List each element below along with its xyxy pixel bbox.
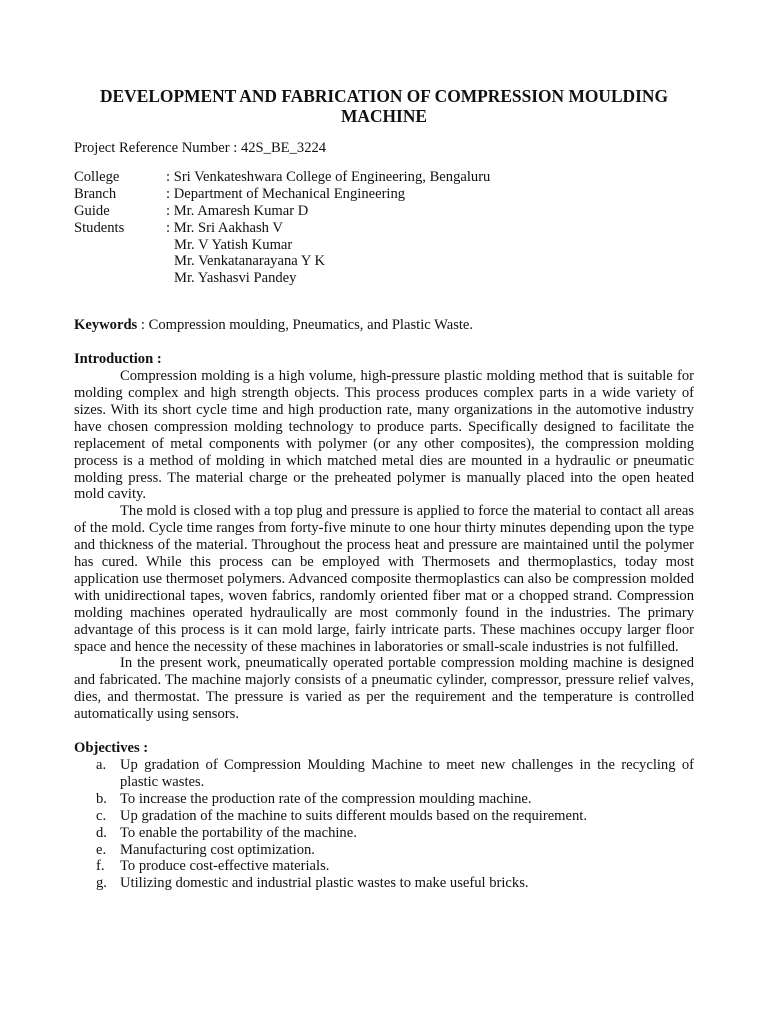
list-marker: d.: [96, 824, 107, 841]
list-item: [74, 875, 694, 892]
introduction-paragraph: The mold is closed with a top plug and pressure is applied to force the material to contact all areas of the mold. Cycle time ranges from forty-five minute to one hour thirty minutes depending upon the type and thickness of the material. Throughout the process heat and pressure are maintained until the polymer has cured. While this process can be employed with Thermosets and thermoplastics, today most application use thermoset polymers. Advanced composite thermoplastics can also be compression molded with unidirectional tapes, woven fabrics, randomly oriented fiber mat or a chopped strand. Compression molding machines operated hydraulically are most commonly found in the industries. The primary advantage of this process is it can mold large, fairly intricate parts. These machines occupy larger floor space and hence the necessity of these machines in laboratories or small-scale industries is not fulfilled.: [74, 503, 694, 655]
list-marker: b.: [96, 790, 107, 807]
info-row-guide: [74, 203, 694, 220]
keywords-label: Keywords: [74, 317, 138, 334]
info-label-guide: Guide: [74, 202, 110, 219]
list-item: [74, 757, 694, 791]
student-name: Mr. V Yatish Kumar: [174, 236, 293, 253]
list-item-text: To enable the portability of the machine.: [120, 824, 357, 841]
list-item: [74, 842, 694, 859]
list-marker: f.: [96, 858, 105, 875]
info-row-branch: [74, 186, 694, 203]
introduction-heading: Introduction :: [74, 351, 162, 368]
objectives-heading: Objectives :: [74, 740, 149, 757]
project-reference: Project Reference Number : 42S_BE_3224: [74, 140, 327, 156]
introduction-paragraph: In the present work, pneumatically operated portable compression molding machine is designed and fabricated. The machine majorly consists of a pneumatic cylinder, compressor, pressure relief valves, dies, and thermostat. The pressure is varied as per the requirement and the temperature is controlled automatically using sensors.: [74, 655, 694, 723]
list-marker: c.: [96, 807, 107, 824]
list-item-text: To increase the production rate of the compression moulding machine.: [120, 790, 532, 807]
list-item-text: Utilizing domestic and industrial plastic wastes to make useful bricks.: [120, 875, 529, 892]
list-marker: g.: [96, 875, 107, 892]
student-name: Mr. Venkatanarayana Y K: [174, 253, 326, 270]
keywords-text: : Compression moulding, Pneumatics, and Plastic Waste.: [137, 317, 474, 334]
list-item: [74, 825, 694, 842]
info-value-branch: : Department of Mechanical Engineering: [166, 185, 406, 202]
list-item: [74, 808, 694, 825]
document-title: DEVELOPMENT AND FABRICATION OF COMPRESSION MOULDING MACHINE: [100, 86, 668, 126]
info-row-college: [74, 169, 694, 186]
student-list: [166, 220, 325, 288]
list-item-text: Up gradation of Compression Moulding Machine to meet new challenges in the recycling of plastic wastes.: [120, 757, 694, 790]
list-marker: a.: [96, 757, 107, 773]
list-item-text: Manufacturing cost optimization.: [120, 841, 315, 858]
info-label-college: College: [74, 168, 120, 185]
student-name: Mr. Yashasvi Pandey: [174, 270, 297, 287]
document-page: [74, 86, 694, 892]
list-item: [74, 858, 694, 875]
introduction-paragraph: Compression molding is a high volume, high-pressure plastic molding method that is suitable for molding complex and high strength objects. This process produces complex parts in a wide variety of sizes. With its short cycle time and high production rate, many organizations in the automotive industry have chosen compression molding technology to produce parts. Specifically designed to facilitate the replacement of metal components with polymer (or any other composites), the compression molding process is a method of molding in which matched metal dies are mounted in a hydraulic or pneumatic molding press. The material charge or the preheated polymer is manually placed into the open heated mold cavity.: [74, 368, 694, 503]
info-label-students: Students: [74, 219, 125, 236]
objectives-list: [74, 757, 694, 892]
list-marker: e.: [96, 841, 107, 858]
list-item-text: Up gradation of the machine to suits different moulds based on the requirement.: [120, 807, 588, 824]
info-label-branch: Branch: [74, 185, 117, 202]
keywords-line: [74, 317, 694, 334]
info-value-college: : Sri Venkateshwara College of Engineering, Bengaluru: [166, 168, 491, 185]
list-item: [74, 791, 694, 808]
info-row-students: [74, 220, 694, 288]
project-info: [74, 169, 694, 287]
info-value-guide: : Mr. Amaresh Kumar D: [166, 202, 309, 219]
list-item-text: To produce cost-effective materials.: [120, 858, 330, 875]
student-name: : Mr. Sri Aakhash V: [166, 219, 283, 236]
